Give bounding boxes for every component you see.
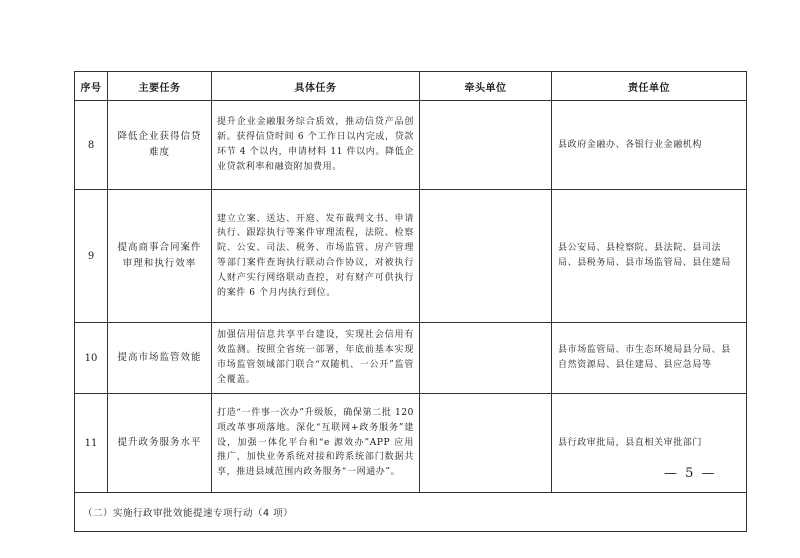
- lead-unit-cell: [420, 190, 552, 323]
- specific-task-cell: 建立立案、送达、开庭、发布裁判文书、申请执行、跟踪执行等案件审理流程，法院、检察院、公安、司法、税务、市场监管、房产管理等部门案件查询执行联动合作协议，对被执行人财产实行网络联动查控，对有财产可供执行的案件 6 个月内执行到位。: [212, 190, 420, 323]
- header-specific-task: 具体任务: [212, 72, 420, 101]
- header-no: 序号: [75, 72, 108, 101]
- section-heading-row: [75, 493, 747, 532]
- section-heading: （二）实施行政审批效能提速专项行动（4 项）: [75, 493, 747, 532]
- header-responsible-unit: 责任单位: [552, 72, 747, 101]
- row-number: 11: [75, 394, 108, 493]
- main-task-cell: 提高商事合同案件审理和执行效率: [108, 190, 212, 323]
- header-main-task: 主要任务: [108, 72, 212, 101]
- lead-unit-cell: [420, 394, 552, 493]
- table-header-row: [75, 72, 747, 101]
- main-task-cell: 提升政务服务水平: [108, 394, 212, 493]
- row-number: 10: [75, 323, 108, 394]
- table-row: [75, 323, 747, 394]
- page-number: — 5 —: [664, 466, 717, 481]
- lead-unit-cell: [420, 101, 552, 190]
- main-task-cell: 降低企业获得信贷难度: [108, 101, 212, 190]
- responsible-unit-cell: 县公安局、县检察院、县法院、县司法局、县税务局、县市场监管局、县住建局: [552, 190, 747, 323]
- specific-task-cell: 加强信用信息共享平台建设，实现社会信用有效监测。按照全省统一部署，年底前基本实现市场监管领域部门联合“双随机、一公开”监管全覆盖。: [212, 323, 420, 394]
- table-row: [75, 394, 747, 493]
- table-row: [75, 101, 747, 190]
- row-number: 9: [75, 190, 108, 323]
- table-row: [75, 190, 747, 323]
- header-lead-unit: 牵头单位: [420, 72, 552, 101]
- main-task-cell: 提高市场监管效能: [108, 323, 212, 394]
- responsible-unit-cell: 县行政审批局，县直相关审批部门: [552, 394, 747, 493]
- specific-task-cell: 提升企业金融服务综合质效，推动信贷产品创新。获得信贷时间 6 个工作日以内完成，贷款环节 4 个以内，申请材料 11 件以内。降低企业贷款利率和融资附加费用。: [212, 101, 420, 190]
- responsible-unit-cell: 县政府金融办、各银行业金融机构: [552, 101, 747, 190]
- task-table: [74, 71, 747, 532]
- row-number: 8: [75, 101, 108, 190]
- responsible-unit-cell: 县市场监管局、市生态环境局县分局、县自然资源局、县住建局、县应急局等: [552, 323, 747, 394]
- lead-unit-cell: [420, 323, 552, 394]
- specific-task-cell: 打造“一件事一次办”升级版，确保第二批 120 项改革事项落地。深化“互联网+政务服务”建设，加强一体化平台和“e 源效办”APP 应用推广，加快业务系统对接和跨系统部门数据共享，推进县域范围内政务服务“一网通办”。: [212, 394, 420, 493]
